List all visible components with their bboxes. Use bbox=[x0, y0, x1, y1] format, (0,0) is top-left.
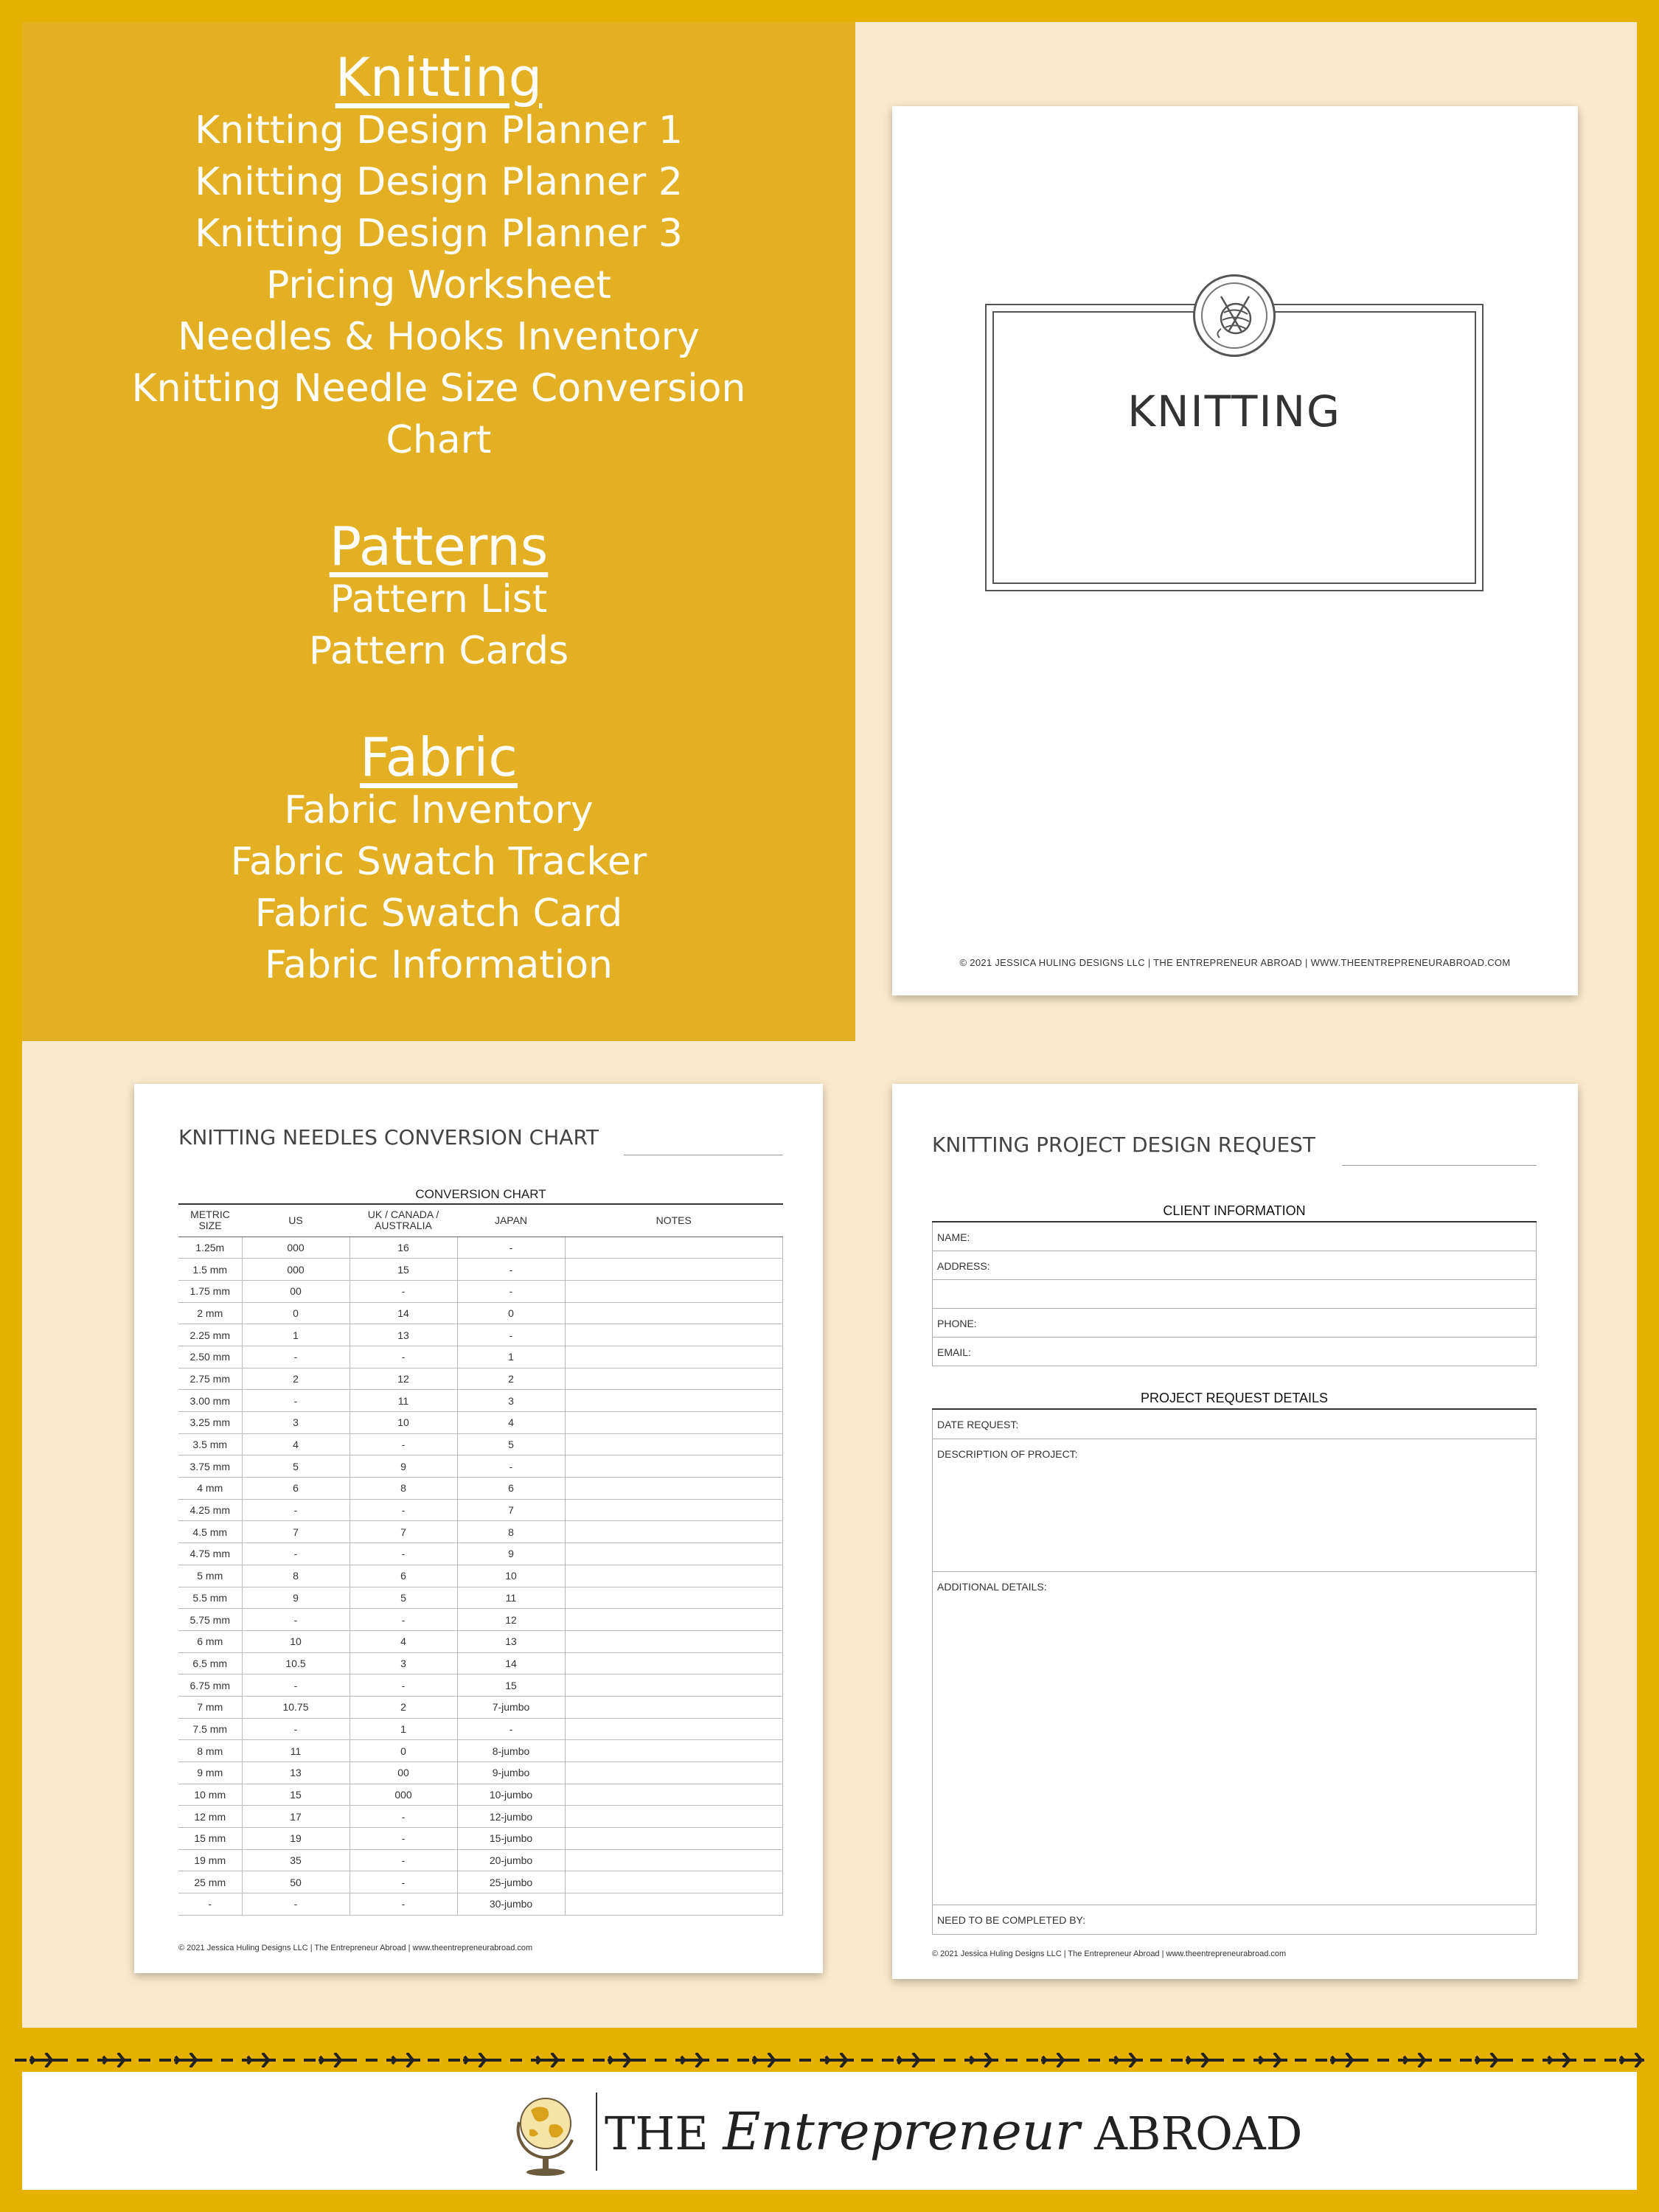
toc-item: Knitting Design Planner 1 bbox=[195, 108, 683, 153]
table-cell: 8 mm bbox=[178, 1740, 242, 1762]
table-cell: 10-jumbo bbox=[457, 1784, 565, 1806]
table-cell: 8-jumbo bbox=[457, 1740, 565, 1762]
table-cell bbox=[565, 1280, 783, 1302]
yarn-ball-icon bbox=[1193, 274, 1276, 357]
table-cell: - bbox=[242, 1390, 349, 1412]
header-us: US bbox=[242, 1204, 349, 1237]
table-cell: 3.75 mm bbox=[178, 1455, 242, 1478]
table-row bbox=[178, 1455, 783, 1478]
client-address-field[interactable]: ADDRESS: bbox=[932, 1251, 1537, 1280]
table-cell: - bbox=[242, 1674, 349, 1697]
request-title-rule bbox=[1342, 1165, 1537, 1166]
table-cell: 19 bbox=[242, 1828, 349, 1850]
airplane-icon bbox=[1547, 2053, 1576, 2067]
table-cell bbox=[565, 1390, 783, 1412]
table-cell bbox=[565, 1259, 783, 1281]
table-cell: 4 bbox=[457, 1412, 565, 1434]
table-row bbox=[178, 1630, 783, 1652]
table-cell: 9-jumbo bbox=[457, 1762, 565, 1784]
table-cell bbox=[565, 1740, 783, 1762]
table-cell: - bbox=[457, 1455, 565, 1478]
table-cell: 11 bbox=[242, 1740, 349, 1762]
header-uk: UK / CANADA / AUSTRALIA bbox=[349, 1204, 457, 1237]
table-cell: 3 bbox=[349, 1652, 457, 1674]
table-cell bbox=[565, 1871, 783, 1893]
airplane-icon bbox=[319, 2053, 348, 2067]
table-cell bbox=[565, 1587, 783, 1609]
table-cell: 2.75 mm bbox=[178, 1368, 242, 1390]
table-cell: 15 mm bbox=[178, 1828, 242, 1850]
table-cell: 12 bbox=[457, 1609, 565, 1631]
toc-item: Fabric Swatch Card bbox=[254, 891, 623, 936]
table-cell: 3 bbox=[457, 1390, 565, 1412]
toc-section-fabric bbox=[22, 726, 855, 991]
table-cell: 25-jumbo bbox=[457, 1871, 565, 1893]
table-cell: 19 mm bbox=[178, 1849, 242, 1871]
table-cell: 12 bbox=[349, 1368, 457, 1390]
table-cell: 15 bbox=[242, 1784, 349, 1806]
table-cell: 50 bbox=[242, 1871, 349, 1893]
table-cell: - bbox=[349, 1806, 457, 1828]
table-cell: 9 bbox=[349, 1455, 457, 1478]
table-cell: 5.5 mm bbox=[178, 1587, 242, 1609]
airplane-icon bbox=[29, 2053, 59, 2067]
brand-entrepreneur: Entrepreneur bbox=[723, 2101, 1080, 2162]
table-cell: 8 bbox=[349, 1478, 457, 1500]
table-cell: 4.75 mm bbox=[178, 1543, 242, 1565]
table-cell: 12-jumbo bbox=[457, 1806, 565, 1828]
airplane-icon bbox=[15, 2053, 1644, 2067]
toc-item: Fabric Inventory bbox=[284, 788, 594, 832]
table-cell: 6.75 mm bbox=[178, 1674, 242, 1697]
airplane-icon bbox=[102, 2053, 131, 2067]
table-cell: 0 bbox=[457, 1302, 565, 1324]
table-cell: 5.75 mm bbox=[178, 1609, 242, 1631]
table-cell: 11 bbox=[457, 1587, 565, 1609]
table-row bbox=[178, 1368, 783, 1390]
airplane-icon bbox=[1041, 2053, 1071, 2067]
table-cell: 4.25 mm bbox=[178, 1499, 242, 1521]
table-cell: - bbox=[457, 1324, 565, 1346]
toc-item: Needles & Hooks Inventory bbox=[178, 315, 700, 359]
table-row bbox=[178, 1478, 783, 1500]
table-cell: 1 bbox=[242, 1324, 349, 1346]
table-cell bbox=[565, 1521, 783, 1543]
table-row bbox=[178, 1280, 783, 1302]
header-japan: JAPAN bbox=[457, 1204, 565, 1237]
table-cell bbox=[565, 1412, 783, 1434]
table-row bbox=[178, 1806, 783, 1828]
airplane-icon bbox=[1330, 2053, 1360, 2067]
table-cell bbox=[565, 1478, 783, 1500]
table-cell: 7 bbox=[349, 1521, 457, 1543]
airplane-icon bbox=[1258, 2053, 1287, 2067]
table-of-contents bbox=[22, 22, 855, 1041]
table-cell: 4 bbox=[242, 1433, 349, 1455]
toc-section-knitting bbox=[22, 46, 855, 466]
table-cell: 7 bbox=[457, 1499, 565, 1521]
table-cell: - bbox=[457, 1259, 565, 1281]
table-cell: 13 bbox=[349, 1324, 457, 1346]
brand-abroad: ABROAD bbox=[1094, 2107, 1303, 2160]
table-cell: 000 bbox=[242, 1259, 349, 1281]
request-copyright: © 2021 Jessica Huling Designs LLC | The Entrepreneur Abroad | www.theentrepreneurabroad.com bbox=[932, 1950, 1287, 1958]
table-cell: 7 mm bbox=[178, 1696, 242, 1718]
table-row bbox=[178, 1609, 783, 1631]
knitting-cover-page bbox=[892, 106, 1578, 995]
table-cell: 7-jumbo bbox=[457, 1696, 565, 1718]
brand-the: THE bbox=[605, 2107, 709, 2160]
toc-item: Pattern List bbox=[330, 577, 548, 622]
toc-heading: Fabric bbox=[360, 726, 518, 788]
table-cell: 4 mm bbox=[178, 1478, 242, 1500]
table-row bbox=[178, 1674, 783, 1697]
table-row bbox=[178, 1849, 783, 1871]
cream-background bbox=[22, 22, 1637, 2028]
table-cell: 11 bbox=[349, 1390, 457, 1412]
table-cell: 1 bbox=[457, 1346, 565, 1368]
table-cell: 000 bbox=[349, 1784, 457, 1806]
table-cell: 1.25m bbox=[178, 1237, 242, 1259]
table-row bbox=[178, 1587, 783, 1609]
table-cell: 30-jumbo bbox=[457, 1893, 565, 1916]
airplane-icon bbox=[246, 2053, 276, 2067]
table-cell: - bbox=[242, 1499, 349, 1521]
table-row bbox=[178, 1521, 783, 1543]
table-cell: 3.00 mm bbox=[178, 1390, 242, 1412]
table-row bbox=[178, 1893, 783, 1916]
conversion-table-body bbox=[178, 1237, 783, 1915]
table-cell bbox=[565, 1784, 783, 1806]
table-cell: 3.5 mm bbox=[178, 1433, 242, 1455]
toc-item: Pattern Cards bbox=[308, 629, 569, 673]
airplane-icon bbox=[1402, 2053, 1432, 2067]
table-cell: 00 bbox=[242, 1280, 349, 1302]
table-cell: 3 bbox=[242, 1412, 349, 1434]
table-cell bbox=[565, 1455, 783, 1478]
table-cell: 1 bbox=[349, 1718, 457, 1740]
toc-item: Fabric Swatch Tracker bbox=[230, 840, 647, 884]
table-cell: 5 mm bbox=[178, 1565, 242, 1587]
client-name-field[interactable]: NAME: bbox=[932, 1222, 1537, 1251]
toc-item: Fabric Information bbox=[265, 943, 613, 987]
table-row bbox=[178, 1696, 783, 1718]
table-cell: 7 bbox=[242, 1521, 349, 1543]
table-cell: 2.50 mm bbox=[178, 1346, 242, 1368]
table-cell: - bbox=[457, 1237, 565, 1259]
table-cell bbox=[565, 1609, 783, 1631]
table-cell: 6 bbox=[457, 1478, 565, 1500]
table-cell bbox=[565, 1368, 783, 1390]
client-email-field[interactable]: EMAIL: bbox=[932, 1338, 1537, 1366]
table-cell bbox=[565, 1565, 783, 1587]
table-cell: 2 bbox=[349, 1696, 457, 1718]
table-cell bbox=[565, 1324, 783, 1346]
description-field[interactable]: DESCRIPTION OF PROJECT: bbox=[932, 1439, 1537, 1572]
table-cell: 1.5 mm bbox=[178, 1259, 242, 1281]
client-info-heading: CLIENT INFORMATION bbox=[1163, 1203, 1306, 1218]
table-cell: 6.5 mm bbox=[178, 1652, 242, 1674]
completion-date-field[interactable]: NEED TO BE COMPLETED BY: bbox=[932, 1905, 1537, 1935]
table-cell: 10.75 bbox=[242, 1696, 349, 1718]
table-cell: 6 bbox=[242, 1478, 349, 1500]
table-cell: 10 mm bbox=[178, 1784, 242, 1806]
table-cell: - bbox=[457, 1280, 565, 1302]
table-cell bbox=[565, 1674, 783, 1697]
table-cell: - bbox=[349, 1280, 457, 1302]
table-cell: 10.5 bbox=[242, 1652, 349, 1674]
table-cell: 4 bbox=[349, 1630, 457, 1652]
table-cell: 0 bbox=[242, 1302, 349, 1324]
table-cell: 10 bbox=[457, 1565, 565, 1587]
table-cell: 6 bbox=[349, 1565, 457, 1587]
header-metric-size: METRIC SIZE bbox=[178, 1204, 242, 1237]
table-cell: - bbox=[349, 1609, 457, 1631]
table-row bbox=[178, 1762, 783, 1784]
table-cell bbox=[565, 1762, 783, 1784]
table-row bbox=[178, 1543, 783, 1565]
chart-copyright: © 2021 Jessica Huling Designs LLC | The Entrepreneur Abroad | www.theentrepreneurabroad.com bbox=[178, 1944, 533, 1952]
table-cell: 15-jumbo bbox=[457, 1828, 565, 1850]
table-row bbox=[178, 1390, 783, 1412]
table-row bbox=[178, 1433, 783, 1455]
table-cell bbox=[565, 1652, 783, 1674]
airplane-icon bbox=[897, 2053, 926, 2067]
chart-subtitle: CONVERSION CHART bbox=[415, 1187, 546, 1201]
table-cell: 25 mm bbox=[178, 1871, 242, 1893]
airplane-icon bbox=[680, 2053, 709, 2067]
yarn-ball-drawing bbox=[1193, 274, 1276, 357]
table-cell: 3.25 mm bbox=[178, 1412, 242, 1434]
conversion-table bbox=[178, 1203, 783, 1916]
table-cell bbox=[565, 1718, 783, 1740]
toc-item: Chart bbox=[386, 418, 492, 462]
airplane-icon bbox=[391, 2053, 420, 2067]
table-cell: 2.25 mm bbox=[178, 1324, 242, 1346]
airplane-icon bbox=[824, 2053, 854, 2067]
table-cell: - bbox=[349, 1849, 457, 1871]
brand-banner bbox=[22, 2072, 1637, 2190]
table-row bbox=[178, 1565, 783, 1587]
table-cell: 5 bbox=[457, 1433, 565, 1455]
table-cell: 10 bbox=[349, 1412, 457, 1434]
client-address-line2-field[interactable] bbox=[932, 1280, 1537, 1309]
globe-icon bbox=[509, 2087, 582, 2177]
table-cell: - bbox=[242, 1718, 349, 1740]
table-cell: - bbox=[457, 1718, 565, 1740]
table-row bbox=[178, 1346, 783, 1368]
table-cell: 9 bbox=[457, 1543, 565, 1565]
airplane-icon bbox=[1113, 2053, 1143, 2067]
table-cell: 0 bbox=[349, 1740, 457, 1762]
conversion-table-header bbox=[178, 1204, 783, 1237]
table-cell bbox=[565, 1806, 783, 1828]
toc-item: Knitting Design Planner 2 bbox=[195, 160, 683, 204]
table-row bbox=[178, 1871, 783, 1893]
table-cell: - bbox=[242, 1893, 349, 1916]
table-row bbox=[178, 1828, 783, 1850]
table-cell: 10 bbox=[242, 1630, 349, 1652]
table-cell: 35 bbox=[242, 1849, 349, 1871]
table-cell: 8 bbox=[242, 1565, 349, 1587]
table-cell: - bbox=[178, 1893, 242, 1916]
airplane-icon bbox=[752, 2053, 782, 2067]
client-info-box bbox=[932, 1221, 1537, 1366]
table-row bbox=[178, 1718, 783, 1740]
table-cell: 2 bbox=[457, 1368, 565, 1390]
cover-copyright: © 2021 JESSICA HULING DESIGNS LLC | THE ENTREPRENEUR ABROAD | WWW.THEENTREPRENEURABROAD.COM bbox=[959, 957, 1511, 968]
airplane-icon bbox=[1186, 2053, 1215, 2067]
table-cell: 1.75 mm bbox=[178, 1280, 242, 1302]
table-cell: 17 bbox=[242, 1806, 349, 1828]
airplane-icon bbox=[1475, 2053, 1504, 2067]
cover-title: KNITTING bbox=[1127, 386, 1341, 437]
table-row bbox=[178, 1784, 783, 1806]
table-cell: 5 bbox=[242, 1455, 349, 1478]
project-details-heading: PROJECT REQUEST DETAILS bbox=[1140, 1391, 1329, 1405]
table-cell: 9 bbox=[242, 1587, 349, 1609]
table-row bbox=[178, 1259, 783, 1281]
table-cell: 13 bbox=[242, 1762, 349, 1784]
table-cell: 13 bbox=[457, 1630, 565, 1652]
table-cell: 4.5 mm bbox=[178, 1521, 242, 1543]
toc-heading: Knitting bbox=[335, 46, 543, 108]
table-cell: - bbox=[242, 1346, 349, 1368]
table-cell: - bbox=[242, 1609, 349, 1631]
table-cell: 000 bbox=[242, 1237, 349, 1259]
table-cell: 15 bbox=[349, 1259, 457, 1281]
table-row bbox=[178, 1652, 783, 1674]
table-cell: 15 bbox=[457, 1674, 565, 1697]
table-cell: 2 mm bbox=[178, 1302, 242, 1324]
table-row bbox=[178, 1740, 783, 1762]
table-cell: 7.5 mm bbox=[178, 1718, 242, 1740]
table-cell: 16 bbox=[349, 1237, 457, 1259]
chart-page-title: KNITTING NEEDLES CONVERSION CHART bbox=[178, 1125, 599, 1150]
table-cell bbox=[565, 1696, 783, 1718]
table-cell bbox=[565, 1433, 783, 1455]
table-cell: - bbox=[349, 1828, 457, 1850]
table-cell: - bbox=[349, 1433, 457, 1455]
table-cell bbox=[565, 1630, 783, 1652]
project-details-box bbox=[932, 1408, 1537, 1935]
airplane-icon bbox=[463, 2053, 493, 2067]
conversion-chart-page bbox=[134, 1084, 823, 1973]
table-cell bbox=[565, 1893, 783, 1916]
table-cell: 2 bbox=[242, 1368, 349, 1390]
additional-details-field[interactable]: ADDITIONAL DETAILS: bbox=[932, 1572, 1537, 1905]
table-cell: - bbox=[349, 1543, 457, 1565]
table-row bbox=[178, 1324, 783, 1346]
client-phone-field[interactable]: PHONE: bbox=[932, 1309, 1537, 1338]
table-cell: - bbox=[349, 1499, 457, 1521]
toc-section-patterns bbox=[22, 515, 855, 677]
table-row bbox=[178, 1499, 783, 1521]
table-cell bbox=[565, 1543, 783, 1565]
table-cell: - bbox=[349, 1893, 457, 1916]
table-cell: 8 bbox=[457, 1521, 565, 1543]
toc-heading: Patterns bbox=[329, 515, 549, 577]
toc-item: Knitting Design Planner 3 bbox=[195, 212, 683, 256]
table-row bbox=[178, 1302, 783, 1324]
table-cell bbox=[565, 1237, 783, 1259]
table-cell: - bbox=[242, 1543, 349, 1565]
table-cell: 14 bbox=[349, 1302, 457, 1324]
table-cell: - bbox=[349, 1871, 457, 1893]
brand-wordmark bbox=[605, 2101, 1302, 2162]
table-cell bbox=[565, 1828, 783, 1850]
table-row bbox=[178, 1237, 783, 1259]
airplane-icon bbox=[1619, 2053, 1644, 2067]
toc-item: Knitting Needle Size Conversion bbox=[131, 366, 746, 411]
airplane-icon bbox=[535, 2053, 565, 2067]
airplane-icon bbox=[174, 2053, 204, 2067]
table-cell bbox=[565, 1346, 783, 1368]
table-cell: - bbox=[349, 1346, 457, 1368]
airplane-icon bbox=[969, 2053, 998, 2067]
table-cell bbox=[565, 1499, 783, 1521]
request-page-title: KNITTING PROJECT DESIGN REQUEST bbox=[932, 1133, 1316, 1157]
table-cell: 12 mm bbox=[178, 1806, 242, 1828]
table-cell: 5 bbox=[349, 1587, 457, 1609]
design-request-page bbox=[892, 1084, 1578, 1979]
table-row bbox=[178, 1412, 783, 1434]
brand-divider bbox=[596, 2093, 597, 2171]
date-request-field[interactable]: DATE REQUEST: bbox=[932, 1410, 1537, 1439]
table-cell: 9 mm bbox=[178, 1762, 242, 1784]
table-cell: 00 bbox=[349, 1762, 457, 1784]
table-cell: 14 bbox=[457, 1652, 565, 1674]
table-cell: 20-jumbo bbox=[457, 1849, 565, 1871]
header-notes: NOTES bbox=[565, 1204, 783, 1237]
airplane-icon bbox=[608, 2053, 637, 2067]
table-cell bbox=[565, 1849, 783, 1871]
table-cell: - bbox=[349, 1674, 457, 1697]
table-cell bbox=[565, 1302, 783, 1324]
table-cell: 6 mm bbox=[178, 1630, 242, 1652]
toc-item: Pricing Worksheet bbox=[266, 263, 611, 307]
